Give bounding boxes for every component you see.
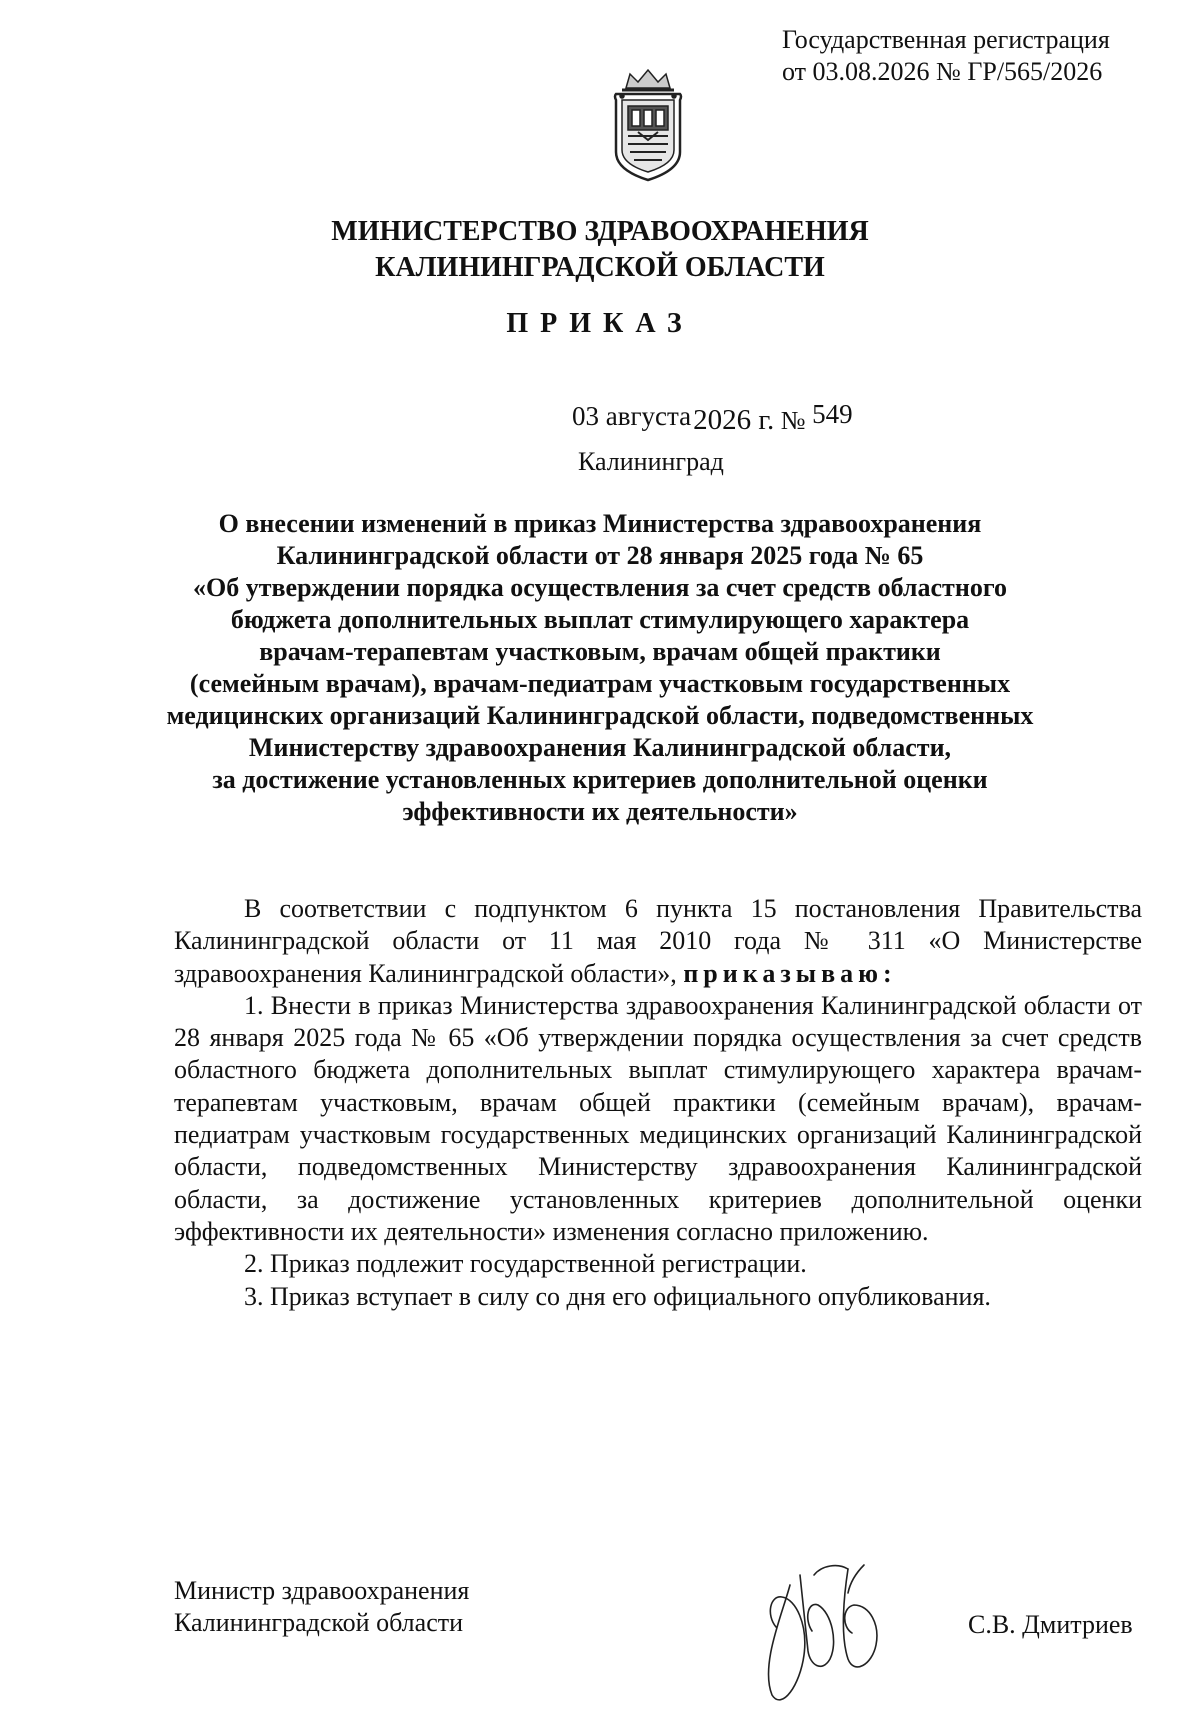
order-city: Калининград: [578, 447, 724, 476]
title-line: бюджета дополнительных выплат стимулирующего характера: [230, 605, 970, 634]
coat-of-arms-icon: [608, 66, 688, 186]
signatory-position-line-1: Министр здравоохранения: [174, 1576, 470, 1605]
registration-line-1: Государственная регистрация: [782, 25, 1110, 54]
order-item-1: 1. Внести в приказ Министерства здравоохранения Калининградской области от 28 января 2025 года № 65 «Об утверждении порядка осуществления за счет средств областного бюджета дополнительных выплат стимулирующего характера врачам-терапевтам участковым, врачам общей практики (семейным врачам), врачам-педиатрам участковым государственных медицинских организаций Калининградской области, подведомственных Министерству здравоохранения Калининградской области, за достижение установленных критериев дополнительной оценки эффективности их деятельности» изменения согласно приложению.: [174, 990, 1142, 1246]
registration-line-2: от 03.08.2026 № ГР/565/2026: [782, 57, 1103, 86]
document-type: ПРИКАЗ: [506, 308, 694, 339]
handwritten-signature: [752, 1535, 900, 1711]
title-line: (семейным врачам), врачам-педиатрам участковым государственных: [189, 669, 1011, 698]
order-body: [174, 893, 1142, 1313]
ministry-name-line-2: КАЛИНИНГРАДСКОЙ ОБЛАСТИ: [375, 252, 825, 283]
signatory-name: С.В. Дмитриев: [968, 1610, 1133, 1639]
order-number: 549: [812, 399, 853, 429]
order-date: 03 августа: [572, 401, 692, 431]
title-line: врачам-терапевтам участковым, врачам общей практики: [259, 637, 941, 666]
title-line: «Об утверждении порядка осуществления за счет средств областного: [193, 573, 1007, 602]
title-line: Калининградской области от 28 января 2025 года № 65: [276, 541, 924, 570]
preamble-paragraph: [174, 893, 1142, 990]
order-item-2: 2. Приказ подлежит государственной регистрации.: [244, 1249, 807, 1279]
title-line: эффективности их деятельности»: [402, 797, 798, 826]
order-date-number: [572, 399, 853, 436]
ministry-name-line-1: МИНИСТЕРСТВО ЗДРАВООХРАНЕНИЯ: [331, 216, 869, 247]
title-line: О внесении изменений в приказ Министерства здравоохранения: [218, 509, 982, 538]
preamble-text: В соответствии с подпунктом 6 пункта 15 постановления Правительства Калининградской области от 11 мая 2010 года № 311 «О Министерстве здравоохранения Калининградской области»,: [174, 894, 1142, 988]
title-line: Министерству здравоохранения Калининградской области,: [248, 733, 952, 762]
order-word: приказываю:: [683, 958, 897, 988]
ministry-name: [0, 214, 1200, 286]
signatory-position: [174, 1575, 469, 1639]
registration-stamp: [782, 24, 1110, 88]
title-line: медицинских организаций Калининградской области, подведомственных: [166, 701, 1034, 730]
signatory-position-line-2: Калининградской области: [174, 1608, 464, 1637]
title-line: за достижение установленных критериев дополнительной оценки: [212, 765, 988, 794]
number-sign: №: [780, 406, 806, 435]
order-title: [160, 508, 1040, 828]
order-item-3: 3. Приказ вступает в силу со дня его официального опубликования.: [244, 1281, 991, 1311]
order-year: 2026 г.: [693, 404, 775, 436]
